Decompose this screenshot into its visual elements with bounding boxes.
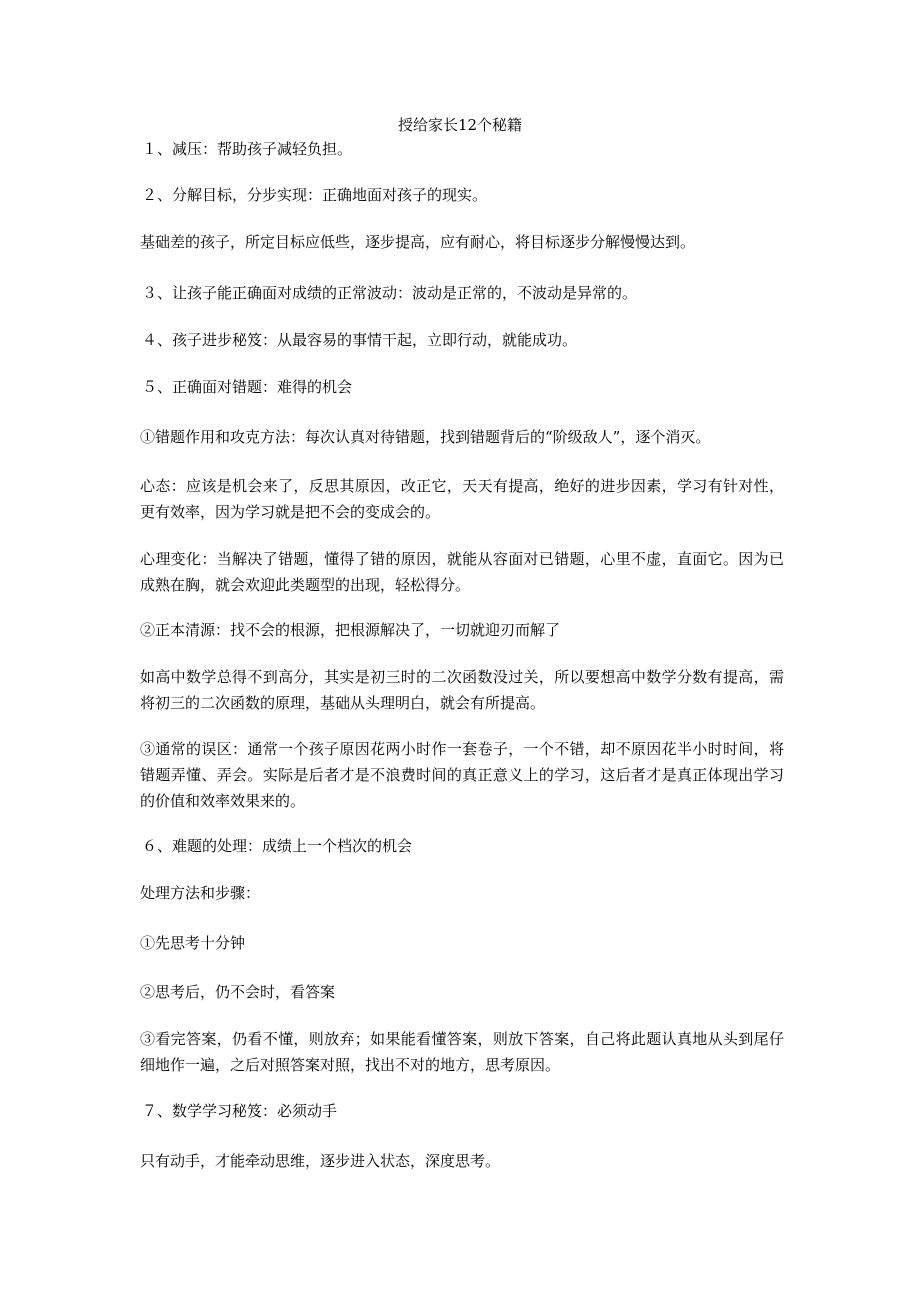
paragraph-item-7: ７、数学学习秘笈：必须动手 bbox=[142, 1102, 338, 1120]
document-title: 授给家长12个秘籍 bbox=[397, 116, 523, 134]
paragraph-item-1: １、减压：帮助孩子减轻负担。 bbox=[142, 140, 353, 158]
paragraph-item-4: ４、孩子进步秘笈：从最容易的事情干起，立即行动，就能成功。 bbox=[142, 331, 578, 349]
paragraph: 心态：应该是机会来了，反思其原因，改正它，天天有提高，绝好的进步因素，学习有针对性，更有效率，因为学习就是把不会的变成会的。 bbox=[140, 477, 784, 521]
paragraph: 处理方法和步骤： bbox=[140, 884, 261, 902]
paragraph: 如高中数学总得不到高分，其实是初三时的二次函数没过关，所以要想高中数学分数有提高，需将初三的二次函数的原理，基础从头理明白，就会有所提高。 bbox=[140, 668, 784, 712]
paragraph: ③看完答案，仍看不懂，则放弃；如果能看懂答案，则放下答案，自己将此题认真地从头到尾仔细地作一遍，之后对照答案对照，找出不对的地方，思考原因。 bbox=[140, 1030, 784, 1074]
paragraph: ②思考后，仍不会时，看答案 bbox=[140, 983, 336, 1001]
paragraph-item-5: ５、正确面对错题：难得的机会 bbox=[142, 378, 353, 396]
paragraph-item-6: ６、难题的处理：成绩上一个档次的机会 bbox=[142, 837, 413, 855]
paragraph: ①错题作用和攻克方法：每次认真对待错题，找到错题背后的“阶级敌人”，逐个消灭。 bbox=[140, 428, 711, 446]
paragraph-item-3: ３、让孩子能正确面对成绩的正常波动：波动是正常的，不波动是异常的。 bbox=[142, 284, 638, 302]
paragraph: ①先思考十分钟 bbox=[140, 934, 246, 952]
paragraph: ②正本清源：找不会的根源，把根源解决了，一切就迎刃而解了 bbox=[140, 621, 561, 639]
paragraph-item-2: ２、分解目标，分步实现：正确地面对孩子的现实。 bbox=[142, 186, 488, 204]
paragraph: ③通常的误区：通常一个孩子原因花两小时作一套卷子，一个不错，却不原因花半小时时间，将错题弄懂、弄会。实际是后者才是不浪费时间的真正意义上的学习，这后者才是真正体现出学习的价值和效率效果来的。 bbox=[140, 740, 784, 810]
paragraph: 基础差的孩子，所定目标应低些，逐步提高，应有耐心，将目标逐步分解慢慢达到。 bbox=[140, 233, 696, 251]
paragraph: 只有动手，才能牵动思维，逐步进入状态，深度思考。 bbox=[140, 1152, 501, 1170]
paragraph: 心理变化：当解决了错题，懂得了错的原因，就能从容面对已错题，心里不虚，直面它。因为已成熟在胸，就会欢迎此类题型的出现，轻松得分。 bbox=[140, 550, 784, 594]
